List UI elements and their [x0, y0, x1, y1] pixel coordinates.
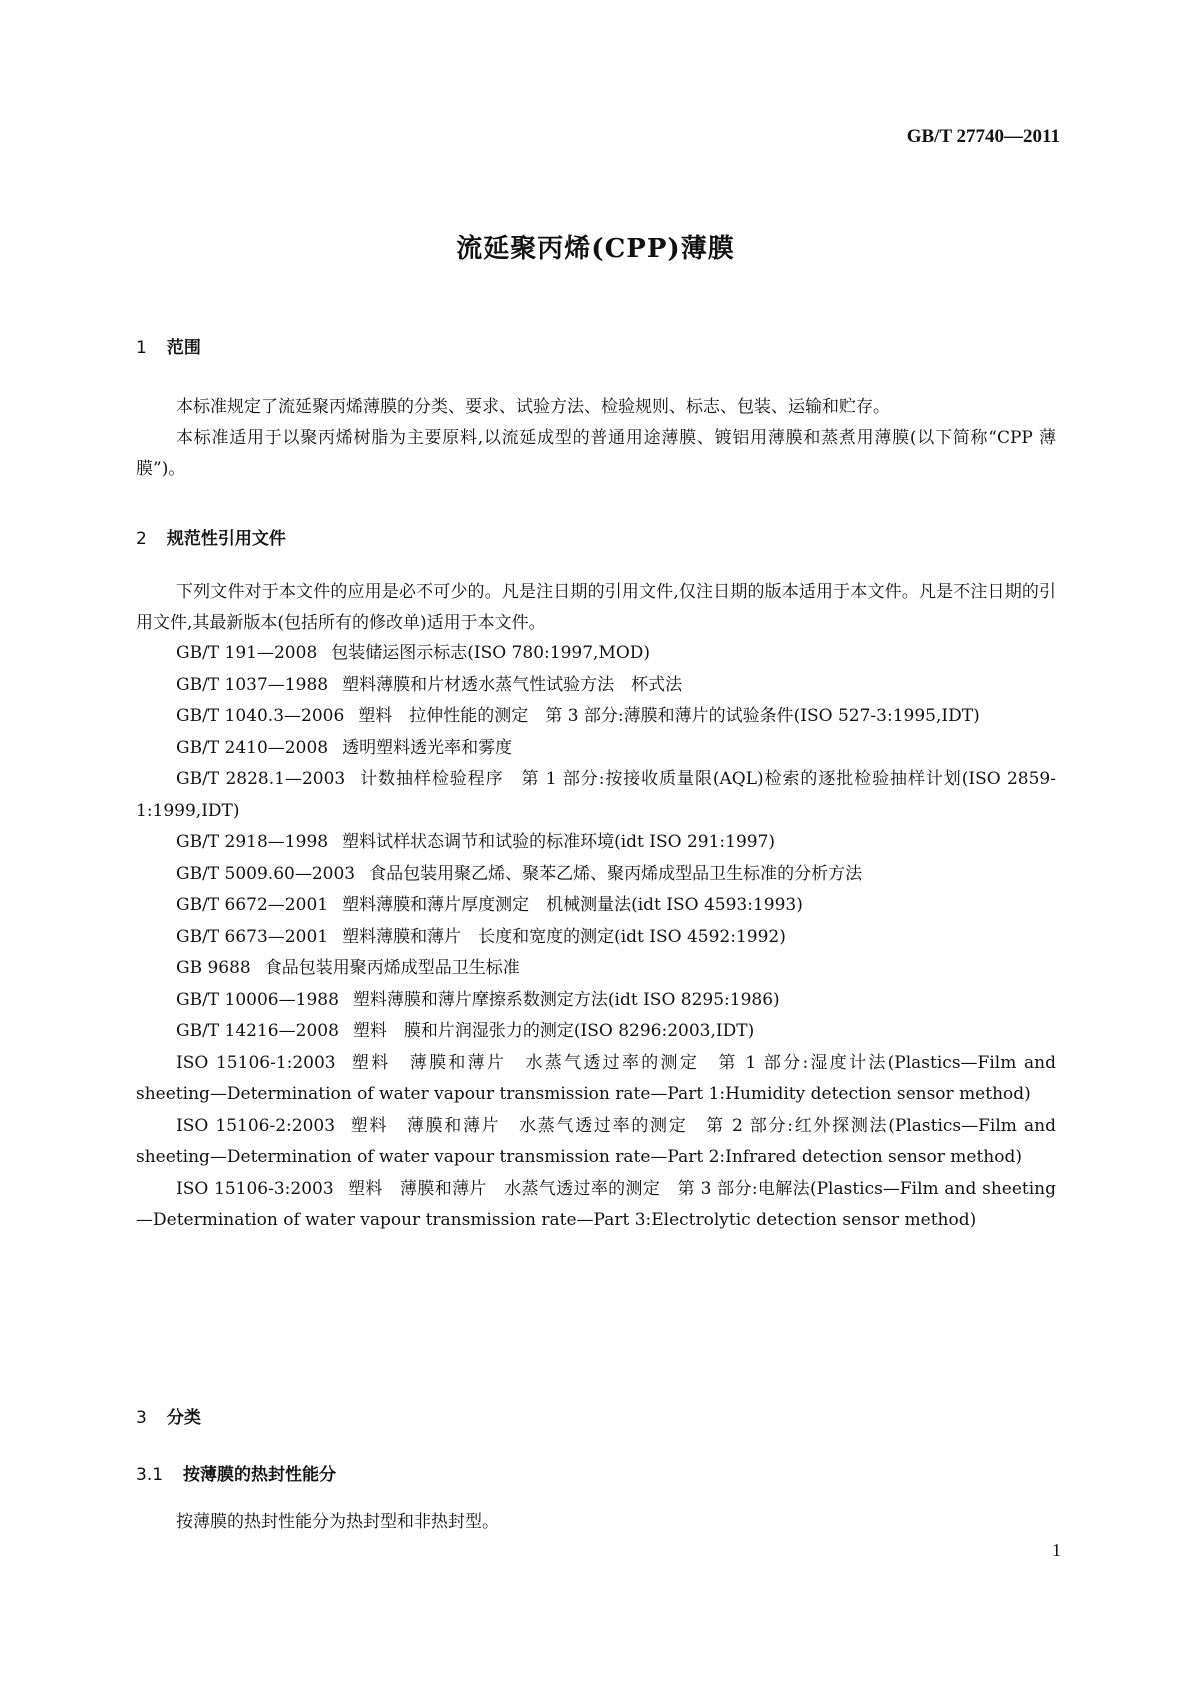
section-1-heading [136, 333, 201, 358]
reference-text: 塑料 膜和片润湿张力的测定(ISO 8296:2003,IDT) [352, 1021, 755, 1041]
reference-text: 塑料 薄膜和薄片 水蒸气透过率的测定 第 2 部分:红外探测法(Plastics—Film and sheeting—Determination of water vapour transmission rate—Part 2:Infrared detection sensor method) [136, 1115, 1056, 1167]
reference-item [136, 859, 1056, 891]
document-title: 流延聚丙烯(CPP)薄膜 [456, 234, 735, 264]
reference-code: GB/T 2410—2008 [176, 737, 329, 758]
reference-code: ISO 15106-2:2003 [176, 1115, 336, 1136]
reference-code: GB/T 10006—1988 [176, 989, 339, 1010]
reference-item [136, 764, 1056, 827]
section-2-heading [136, 524, 286, 549]
reference-item [136, 1048, 1056, 1111]
reference-text: 塑料薄膜和薄片厚度测定 机械测量法(idt ISO 4593:1993) [342, 895, 803, 915]
reference-item [136, 670, 1056, 702]
subsection-number: 3.1 [136, 1465, 164, 1485]
scope-paragraph-1: 本标准规定了流延聚丙烯薄膜的分类、要求、试验方法、检验规则、标志、包装、运输和贮存。 [176, 397, 890, 417]
section-number: 1 [136, 338, 147, 358]
section-3-heading [136, 1403, 201, 1428]
reference-text: 塑料 薄膜和薄片 水蒸气透过率的测定 第 1 部分:湿度计法(Plastics—Film and sheeting—Determination of water vapour transmission rate—Part 1:Humidity detection sensor method) [136, 1052, 1056, 1104]
normative-intro: 下列文件对于本文件的应用是必不可少的。凡是注日期的引用文件,仅注日期的版本适用于本文件。凡是不注日期的引用文件,其最新版本(包括所有的修改单)适用于本文件。 [136, 582, 1056, 633]
section-title: 规范性引用文件 [166, 529, 286, 549]
section-title: 分类 [166, 1408, 201, 1428]
reference-item [136, 985, 1056, 1017]
reference-code: GB/T 2918—1998 [176, 832, 329, 852]
section-title: 范围 [166, 338, 201, 358]
reference-item [136, 1111, 1056, 1174]
reference-text: 塑料薄膜和片材透水蒸气性试验方法 杯式法 [342, 674, 683, 695]
section-number: 2 [136, 529, 147, 549]
reference-text: 包装储运图示标志(ISO 780:1997,MOD) [331, 643, 651, 663]
subsection-title: 按薄膜的热封性能分 [183, 1465, 337, 1485]
scope-paragraph-2: 本标准适用于以聚丙烯树脂为主要原料,以流延成型的普通用途薄膜、镀铝用薄膜和蒸煮用薄膜(以下简称“CPP 薄膜”)。 [136, 428, 1056, 479]
reference-code: GB/T 6672—2001 [176, 895, 329, 915]
reference-code: GB/T 5009.60—2003 [176, 863, 356, 884]
reference-code: ISO 15106-1:2003 [176, 1052, 336, 1073]
reference-code: GB/T 1037—1988 [176, 674, 329, 695]
reference-code: GB/T 14216—2008 [176, 1021, 339, 1041]
reference-item [136, 922, 1056, 954]
reference-code: ISO 15106-3:2003 [176, 1178, 334, 1199]
reference-code: GB/T 191—2008 [176, 643, 318, 663]
reference-code: GB/T 1040.3—2006 [176, 706, 345, 726]
reference-text: 计数抽样检验程序 第 1 部分:按接收质量限(AQL)检索的逐批检验抽样计划(ISO 2859-1:1999,IDT) [136, 769, 1056, 821]
subsection-3-1-heading [136, 1460, 336, 1485]
reference-item [136, 638, 1056, 670]
reference-code: GB/T 6673—2001 [176, 926, 329, 947]
reference-text: 透明塑料透光率和雾度 [342, 737, 513, 758]
reference-text: 塑料 薄膜和薄片 水蒸气透过率的测定 第 3 部分:电解法(Plastics—Film and sheeting—Determination of water vapour transmission rate—Part 3:Electrolytic detection sensor method) [136, 1178, 1056, 1230]
reference-text: 塑料薄膜和薄片 长度和宽度的测定(idt ISO 4592:1992) [342, 926, 786, 947]
reference-item [136, 701, 1056, 733]
section-number: 3 [136, 1408, 147, 1428]
reference-code: GB/T 2828.1—2003 [176, 769, 346, 789]
reference-text: 塑料试样状态调节和试验的标准环境(idt ISO 291:1997) [342, 832, 776, 852]
reference-text: 塑料 拉伸性能的测定 第 3 部分:薄膜和薄片的试验条件(ISO 527-3:1995,IDT) [358, 706, 980, 726]
reference-item [136, 733, 1056, 765]
page-number: 1 [1052, 1540, 1061, 1560]
reference-item [136, 1016, 1056, 1048]
reference-text: 塑料薄膜和薄片摩擦系数测定方法(idt ISO 8295:1986) [352, 989, 780, 1010]
reference-item [136, 890, 1056, 922]
standard-code: GB/T 27740—2011 [906, 126, 1060, 147]
reference-text: 食品包装用聚丙烯成型品卫生标准 [264, 958, 520, 978]
classification-paragraph: 按薄膜的热封性能分为热封型和非热封型。 [176, 1512, 499, 1532]
reference-item [136, 1174, 1056, 1237]
reference-item [136, 827, 1056, 859]
reference-code: GB 9688 [176, 958, 251, 978]
reference-item [136, 953, 1056, 985]
reference-list [136, 638, 1056, 1237]
reference-text: 食品包装用聚乙烯、聚苯乙烯、聚丙烯成型品卫生标准的分析方法 [369, 863, 863, 884]
